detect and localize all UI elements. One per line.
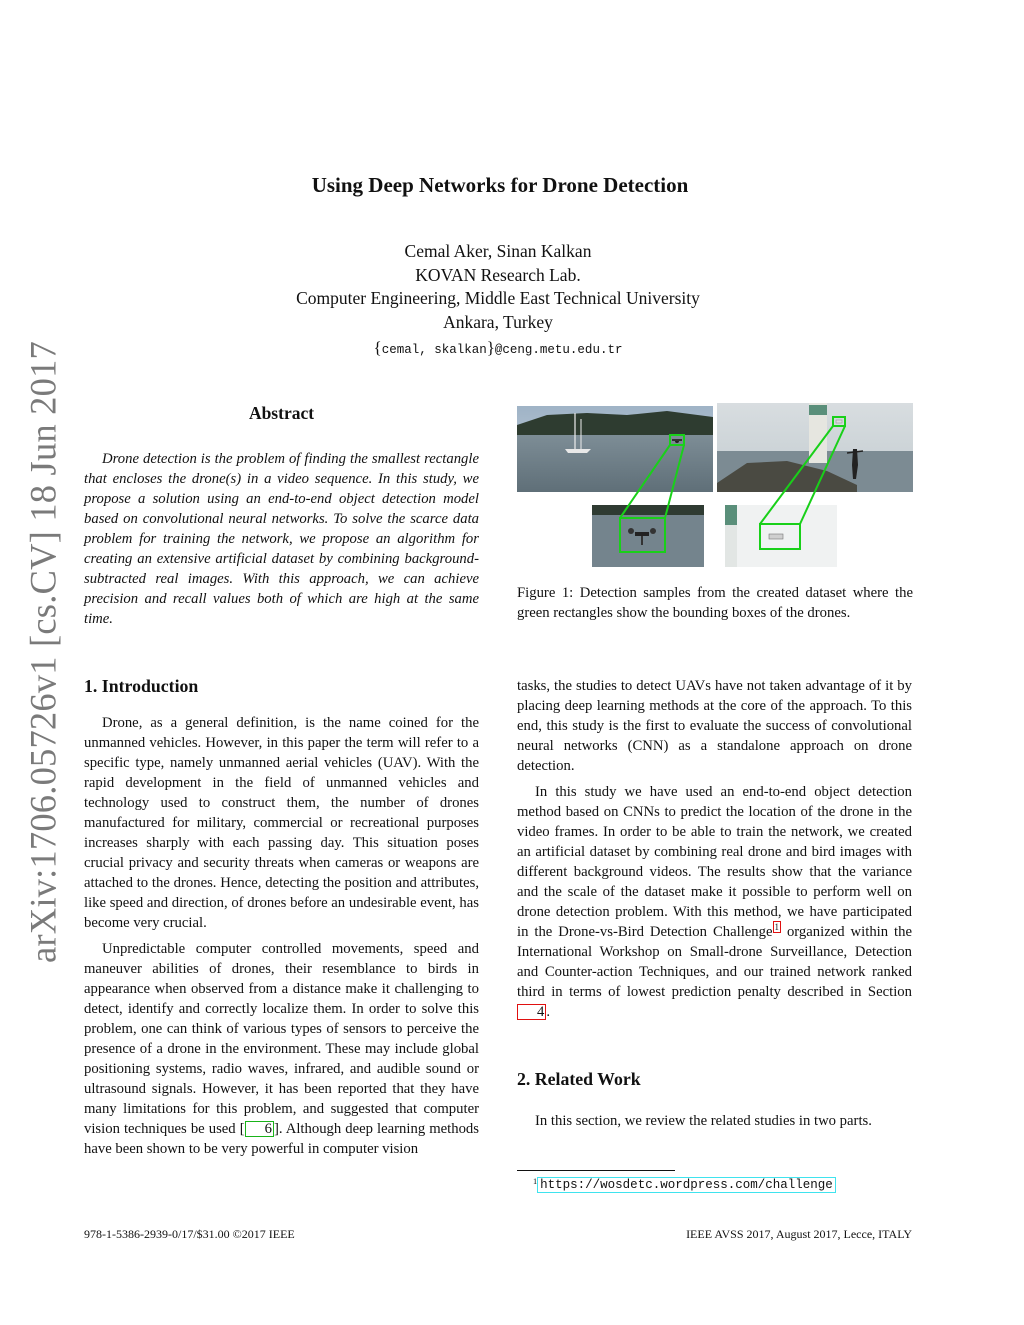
intro-paragraph-3: tasks, the studies to detect UAVs have not taken advantage of it by placing deep learning methods at the core of the approach. To this end, this study is the first to evaluate the success of convolutional neural networks (CNN) as a standalone approach on drone detection. xyxy=(517,678,912,774)
email-brace-close: } xyxy=(486,338,495,357)
footnote xyxy=(533,1177,836,1192)
footer-right: IEEE AVSS 2017, August 2017, Lecce, ITALY xyxy=(686,1227,912,1241)
photo-lighthouse xyxy=(717,403,913,492)
intro-paragraph-2 xyxy=(84,939,479,1159)
citation-link[interactable]: 6 xyxy=(245,1121,274,1137)
author-location: Ankara, Turkey xyxy=(443,311,553,332)
email-domain: @ceng.metu.edu.tr xyxy=(494,343,623,357)
section-ref-link[interactable]: 4 xyxy=(517,1004,546,1020)
intro-paragraph-4 xyxy=(517,782,912,1022)
intro-p2-text-after: ]. Although deep learning methods have been shown to be very powerful in computer vision xyxy=(84,1121,479,1157)
figure-1-caption: Figure 1: Detection samples from the created dataset where the green rectangles show the bounding boxes of the drones. xyxy=(517,585,913,621)
author-email xyxy=(0,336,996,363)
intro-paragraph-1: Drone, as a general definition, is the name coined for the unmanned vehicles. However, in this paper the term will refer to a specific type, namely unmanned aerial vehicles (UAV). With the rapid development in the field of unmanned vehicles and technology used to construct them, the number of drones manufactured for military, commercial or recreational purposes increases sharply with each passing day. This situation poses crucial privacy and security threats when cameras or weapons are attached to the drones. Hence, detecting the position and attributes, like speed and direction, of drones before an undesirable event, has become very crucial. xyxy=(84,715,479,931)
intro-p4-text-after: . xyxy=(546,1004,551,1020)
author-block xyxy=(0,240,996,363)
footnote-link[interactable]: 1 xyxy=(774,922,779,933)
arxiv-stamp xyxy=(8,341,78,963)
email-brace-open: { xyxy=(373,338,382,357)
figure-1-image xyxy=(517,403,913,569)
email-users: cemal, skalkan xyxy=(381,343,487,357)
intro-p2-text: Unpredictable computer controlled movements, speed and maneuver abilities of drones, their resemblance to birds in appearance when observed from a distance make it challenging to detect, identify and correctly localize them. In order to solve this problem, one can think of various types of sensors to perceive the presence of a drone in the environment. These may include global positioning systems, radio waves, infrared, and audible sound or ultrasound signals. However, it has been reported that they have many limitations for this problem, and suggested that computer vision techniques be used [ xyxy=(84,941,479,1137)
footnote-rule xyxy=(517,1170,675,1171)
author-names: Cemal Aker, Sinan Kalkan xyxy=(404,241,592,261)
abstract-body: Drone detection is the problem of finding the smallest rectangle that encloses the drone(s) in a video sequence. In this study, we propose a solution using an end-to-end object detection model based on convolutional neural networks. To solve the scarce data problem for training the network, we propose an algorithm for creating an extensive artificial dataset by combining background-subtracted real images. With this approach, we can achieve precision and recall values both of which are high at the same time. xyxy=(84,451,479,627)
figure-1 xyxy=(517,403,913,569)
zoom-crop-left xyxy=(592,505,704,567)
intro-heading: 1. Introduction xyxy=(84,676,199,696)
footer-left: 978-1-5386-2939-0/17/$31.00 ©2017 IEEE xyxy=(84,1227,295,1241)
footnote-mark: 1 xyxy=(533,1177,538,1186)
intro-p4-text: In this study we have used an end-to-end object detection method based on CNNs to predict the location of the drone in the video frames. In order to be able to train the network, we created an artificial dataset by combining real drone and bird images with different background videos. The results show that the variance and the scale of the dataset make it possible to perform well on drone detection problem. With this method, we have participated in the Drone-vs-Bird Detection Challenge xyxy=(517,784,912,940)
author-lab: KOVAN Research Lab. xyxy=(415,264,581,285)
footnote-url-link[interactable]: https://wosdetc.wordpress.com/challenge xyxy=(537,1177,836,1193)
abstract-heading: Abstract xyxy=(248,403,315,423)
paper-title: Using Deep Networks for Drone Detection xyxy=(311,173,689,197)
right-column xyxy=(517,676,912,1028)
left-column xyxy=(84,713,479,1165)
related-work-body xyxy=(517,1111,912,1131)
related-paragraph-1: In this section, we review the related studies in two parts. xyxy=(535,1113,872,1129)
intro-p4-text-mid: organized within the International Workshop on Small-drone Surveillance, Detection and Counter-action Techniques, and our trained network ranked third in terms of lowest prediction penalty described in Section xyxy=(517,924,912,1000)
author-department: Computer Engineering, Middle East Technical University xyxy=(296,288,700,308)
zoom-crop-right xyxy=(725,505,837,567)
related-work-heading: 2. Related Work xyxy=(517,1069,641,1089)
arxiv-stamp-text: arXiv:1706.05726v1 [cs.CV] 18 Jun 2017 xyxy=(22,341,64,963)
